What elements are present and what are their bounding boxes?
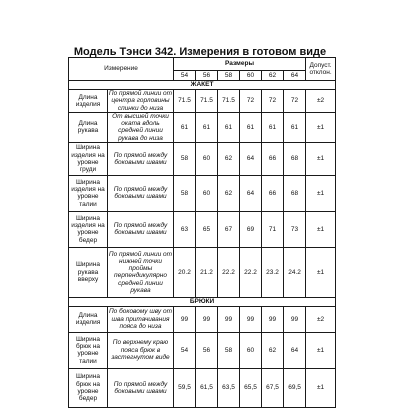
- method-cell: По верхнему краю пояса брюк в застегнутом виде: [108, 332, 174, 368]
- value-cell: 20.2: [174, 247, 196, 297]
- value-cell: 56: [196, 332, 218, 368]
- value-cell: 66: [262, 142, 284, 175]
- table-row: [69, 175, 336, 211]
- method-cell: По прямой между боковыми швами: [108, 142, 174, 175]
- value-cell: 71.5: [174, 90, 196, 113]
- value-cell: 22.2: [218, 247, 240, 297]
- value-cell: 58: [218, 332, 240, 368]
- value-cell: 69: [240, 211, 262, 247]
- value-cell: 68: [284, 175, 306, 211]
- value-cell: 61: [262, 112, 284, 142]
- tolerance-cell: ±2: [306, 90, 336, 113]
- value-cell: 24.2: [284, 247, 306, 297]
- param-cell: Ширина брюк на уровне бедер: [69, 368, 108, 407]
- tolerance-cell: ±1: [306, 332, 336, 368]
- method-cell: По прямой между боковыми швами: [108, 368, 174, 407]
- param-cell: Ширина изделия на уровне груди: [69, 142, 108, 175]
- value-cell: 61: [284, 112, 306, 142]
- value-cell: 61,5: [196, 368, 218, 407]
- value-cell: 61: [196, 112, 218, 142]
- value-cell: 61: [218, 112, 240, 142]
- header-tolerance: Допуст. отклон.: [306, 58, 336, 81]
- value-cell: 71.5: [218, 90, 240, 113]
- value-cell: 64: [240, 175, 262, 211]
- value-cell: 60: [196, 175, 218, 211]
- value-cell: 72: [262, 90, 284, 113]
- header-sizes-label: Размеры: [174, 58, 306, 71]
- tolerance-cell: ±2: [306, 306, 336, 332]
- size-col: 64: [284, 71, 306, 81]
- value-cell: 99: [196, 306, 218, 332]
- method-cell: По прямой линии от центра горловины спинки до низа: [108, 90, 173, 112]
- value-cell: 67,5: [262, 368, 284, 407]
- value-cell: 58: [174, 142, 196, 175]
- size-col: 62: [262, 71, 284, 81]
- table-row: [69, 112, 336, 142]
- header-measurement: Измерение: [69, 58, 174, 81]
- value-cell: 99: [240, 306, 262, 332]
- value-cell: 69,5: [284, 368, 306, 407]
- param-cell: Ширина рукава вверху: [69, 247, 108, 297]
- value-cell: 54: [174, 332, 196, 368]
- param-cell: Длина рукава: [69, 112, 108, 142]
- tolerance-cell: ±1: [306, 175, 336, 211]
- section-title: БРЮКИ: [69, 297, 336, 306]
- value-cell: 22.2: [240, 247, 262, 297]
- tolerance-cell: ±1: [306, 142, 336, 175]
- value-cell: 99: [284, 306, 306, 332]
- value-cell: 64: [240, 142, 262, 175]
- param-cell: Ширина изделия на уровне бедер: [69, 211, 108, 247]
- param-cell: Ширина изделия на уровне талии: [69, 175, 108, 211]
- value-cell: 61: [174, 112, 196, 142]
- value-cell: 21.2: [196, 247, 218, 297]
- method-cell: По боковому шву от шва притачивания пояса до низа: [108, 306, 174, 332]
- table-row: [69, 211, 336, 247]
- table-row: [69, 90, 336, 113]
- value-cell: 68: [284, 142, 306, 175]
- measurements-table: [68, 57, 336, 408]
- value-cell: 59,5: [174, 368, 196, 407]
- section-title: ЖАКЕТ: [69, 81, 336, 90]
- value-cell: 60: [240, 332, 262, 368]
- table-row: [69, 306, 336, 332]
- tolerance-cell: ±1: [306, 247, 336, 297]
- tolerance-cell: ±1: [306, 211, 336, 247]
- size-col: 60: [240, 71, 262, 81]
- tolerance-cell: ±1: [306, 112, 336, 142]
- param-cell: Длина изделия: [69, 306, 108, 332]
- value-cell: 65,5: [240, 368, 262, 407]
- value-cell: 62: [218, 175, 240, 211]
- value-cell: 58: [174, 175, 196, 211]
- value-cell: 62: [262, 332, 284, 368]
- size-col: 56: [196, 71, 218, 81]
- value-cell: 63: [174, 211, 196, 247]
- value-cell: 23.2: [262, 247, 284, 297]
- value-cell: 71.5: [196, 90, 218, 113]
- value-cell: 63,5: [218, 368, 240, 407]
- method-cell: По прямой между боковыми швами: [108, 175, 174, 211]
- value-cell: 65: [196, 211, 218, 247]
- value-cell: 71: [262, 211, 284, 247]
- value-cell: 99: [218, 306, 240, 332]
- value-cell: 66: [262, 175, 284, 211]
- page-title: Модель Тэнси 342. Измерения в готовом виде: [73, 46, 327, 58]
- value-cell: 72: [284, 90, 306, 113]
- value-cell: 62: [218, 142, 240, 175]
- value-cell: 73: [284, 211, 306, 247]
- size-col: 58: [218, 71, 240, 81]
- method-cell: От высшей точки оката вдоль средней линии рукава до низа: [108, 112, 174, 142]
- tolerance-cell: ±1: [306, 368, 336, 407]
- table-row: [69, 332, 336, 368]
- method-cell: По прямой между боковыми швами: [108, 211, 174, 247]
- param-cell: Ширина брюк на уровне талии: [69, 332, 108, 368]
- value-cell: 99: [262, 306, 284, 332]
- value-cell: 64: [284, 332, 306, 368]
- table-row: [69, 142, 336, 175]
- method-cell: По прямой линии от нижней точки проймы перпендикулярно средней линии рукава: [108, 247, 174, 297]
- value-cell: 67: [218, 211, 240, 247]
- value-cell: 72: [240, 90, 262, 113]
- table-row: [69, 368, 336, 407]
- value-cell: 61: [240, 112, 262, 142]
- table-row: [69, 247, 336, 297]
- value-cell: 99: [174, 306, 196, 332]
- param-cell: Длина изделия: [69, 90, 108, 113]
- value-cell: 60: [196, 142, 218, 175]
- size-col: 54: [174, 71, 196, 81]
